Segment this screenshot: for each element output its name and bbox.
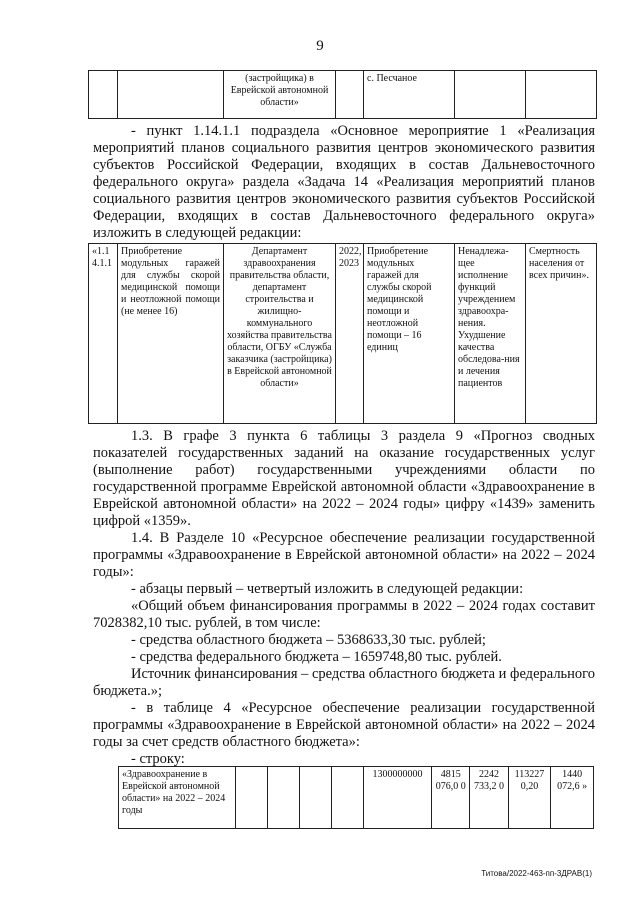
table-cell-2022: 2242 733,2 0 bbox=[470, 767, 508, 829]
table-cell-consequences: Ненадлежа-щее исполнение функций учреждением здравоохра-нения. Ухудшение качества обследова-ния и лечения пациентов bbox=[455, 244, 526, 424]
table-cell-activity: Приобретение модульных гаражей для службы скорой медицинской помощи и неотложной помощи (не менее 16) bbox=[118, 244, 224, 424]
table-cell-indicator: Смертность населения от всех причин». bbox=[526, 244, 597, 424]
table-fragment-top bbox=[88, 70, 597, 119]
table-cell-executor: Департамент здравоохранения правительства области, департамент строительства и жилищно-коммунального хозяйства правительства области, ОГБУ «Служба заказчика (застройщика) в Еврейской автономной области» bbox=[224, 244, 336, 424]
table-cell-result: Приобретение модульных гаражей для службы скорой медицинской помощи и неотложной помощи – 16 единиц bbox=[364, 244, 455, 424]
paragraph-1-4: 1.4. В Разделе 10 «Ресурсное обеспечение реализации государственной программы «Здравоохранение в Еврейской автономной области» на 2022 – 2024 годы»: bbox=[93, 530, 595, 580]
paragraph-row: - строку: bbox=[131, 751, 185, 767]
table-row bbox=[89, 71, 597, 119]
table-cell-code: 1300000000 bbox=[363, 767, 431, 829]
table-cell-total: 4815 076,0 0 bbox=[432, 767, 470, 829]
paragraph-federal-budget: - средства федерального бюджета – 1659748,80 тыс. рублей. bbox=[131, 649, 502, 665]
paragraph-point-1-14-1-1: - пункт 1.14.1.1 подраздела «Основное мероприятие 1 «Реализация мероприятий планов социального развития центров экономического развития субъектов Российской Федерации, входящих в состав Дальневосточного федерального округа» раздела «Задача 14 «Реализация мероприятий планов социального развития центров экономического развития субъектов Российской Федерации, входящих в состав Дальневосточного федерального округа» изложить в следующей редакции: bbox=[93, 123, 595, 241]
table-new-edition bbox=[88, 243, 597, 424]
table-row bbox=[119, 767, 594, 829]
table-cell-years: 2022, 2023 bbox=[336, 244, 364, 424]
table-cell-location: с. Песчаное bbox=[364, 71, 455, 119]
paragraph-regional-budget: - средства областного бюджета – 5368633,30 тыс. рублей; bbox=[131, 632, 486, 648]
table-budget-row bbox=[118, 766, 594, 829]
table-cell-2023: 113227 0,20 bbox=[508, 767, 551, 829]
table-cell-program-name: «Здравоохранение в Еврейской автономной области» на 2022 – 2024 годы bbox=[119, 767, 236, 829]
table-row bbox=[89, 244, 597, 424]
document-footer-code: Титова/2022-463-пп-3ДРАВ(1) bbox=[481, 869, 592, 878]
paragraph-1-3: 1.3. В графе 3 пункта 6 таблицы 3 раздела 9 «Прогноз сводных показателей государственных заданий на оказание государственных услуг (выполнение работ) государственными учреждениями области по государственной программе Еврейской автономной области «Здравоохранение в Еврейской автономной области» на 2022 – 2024 годы» цифру «1439» заменить цифрой «1359». bbox=[93, 428, 595, 529]
table-cell-number: «1.1 4.1.1 bbox=[89, 244, 118, 424]
paragraph-paragraphs-edit: - абзацы первый – четвертый изложить в следующей редакции: bbox=[131, 581, 524, 597]
page-number: 9 bbox=[316, 38, 324, 54]
paragraph-table-4: - в таблице 4 «Ресурсное обеспечение реализации государственной программы «Здравоохранение в Еврейской автономной области» на 2022 – 2024 годы за счет средств областного бюджета»: bbox=[93, 700, 595, 750]
paragraph-financing-source: Источник финансирования – средства областного бюджета и федерального бюджета.»; bbox=[93, 666, 596, 699]
paragraph-total-financing: «Общий объем финансирования программы в 2022 – 2024 годах составит 7028382,10 тыс. рублей, в том числе: bbox=[93, 598, 595, 631]
table-cell-2024: 1440 072,6 » bbox=[551, 767, 594, 829]
table-cell-executor: (застройщика) в Еврейской автономной области» bbox=[224, 71, 336, 119]
